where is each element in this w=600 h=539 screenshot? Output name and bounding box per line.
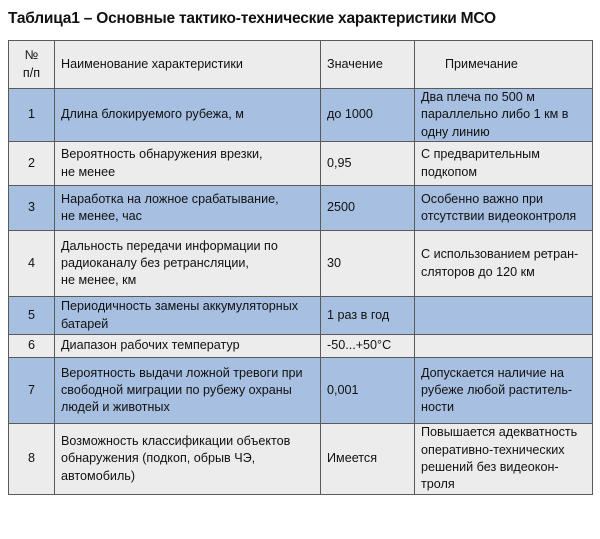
row-num: 6 bbox=[9, 335, 55, 358]
row-name-line: не менее bbox=[61, 164, 116, 179]
table-row bbox=[9, 297, 593, 335]
row-value: 0,001 bbox=[321, 358, 415, 424]
row-name-line: людей и животных bbox=[61, 400, 170, 415]
row-num: 4 bbox=[9, 231, 55, 297]
header-num bbox=[9, 41, 55, 89]
row-name-line: Вероятность выдачи ложной тревоги при bbox=[61, 365, 303, 380]
row-name bbox=[55, 186, 321, 231]
row-note bbox=[415, 335, 593, 358]
row-name-line: Вероятность обнаружения врезки, bbox=[61, 147, 263, 162]
row-name-line: не менее, км bbox=[61, 273, 137, 288]
table-row bbox=[9, 89, 593, 142]
table-row bbox=[9, 186, 593, 231]
row-name-line: радиоканалу без ретрансляции, bbox=[61, 255, 249, 270]
header-value: Значение bbox=[321, 41, 415, 89]
row-note bbox=[415, 186, 593, 231]
row-num: 7 bbox=[9, 358, 55, 424]
header-name: Наименование характеристики bbox=[55, 41, 321, 89]
row-value: 1 раз в год bbox=[321, 297, 415, 335]
row-note-line: Два плеча по 500 м bbox=[421, 90, 535, 104]
row-note-line: Особенно важно при bbox=[421, 191, 544, 206]
row-note-line: сляторов до 120 км bbox=[421, 264, 535, 279]
row-note-line: решений без видеокон- bbox=[421, 459, 559, 474]
row-note bbox=[415, 358, 593, 424]
characteristics-table bbox=[8, 40, 593, 495]
row-num: 8 bbox=[9, 424, 55, 495]
row-value: -50...+50°С bbox=[321, 335, 415, 358]
table-title: Таблица1 – Основные тактико-технические характеристики МСО bbox=[8, 10, 496, 27]
row-name bbox=[55, 142, 321, 186]
row-note bbox=[415, 231, 593, 297]
row-name-line: Диапазон рабочих температур bbox=[61, 338, 240, 353]
row-name bbox=[55, 358, 321, 424]
header-note: Примечание bbox=[415, 41, 593, 89]
row-note bbox=[415, 424, 593, 495]
row-name-line: обнаружения (подкоп, обрыв ЧЭ, bbox=[61, 451, 256, 466]
row-note-line: подкопом bbox=[421, 164, 478, 179]
row-note-line: С использованием ретран- bbox=[421, 247, 579, 262]
row-name-line: батарей bbox=[61, 316, 109, 331]
table-header-row bbox=[9, 41, 593, 89]
row-name-line: Дальность передачи информации по bbox=[61, 238, 278, 253]
row-note bbox=[415, 89, 593, 142]
row-note-line: С предварительным bbox=[421, 147, 540, 162]
row-value: Имеется bbox=[321, 424, 415, 495]
row-value: 0,95 bbox=[321, 142, 415, 186]
table-row bbox=[9, 335, 593, 358]
row-note-line: Допускается наличие на bbox=[421, 365, 564, 380]
row-num: 2 bbox=[9, 142, 55, 186]
row-name bbox=[55, 231, 321, 297]
row-note-line: отсутствии видеоконтроля bbox=[421, 209, 577, 224]
row-note-line: параллельно либо 1 км в bbox=[421, 107, 569, 122]
row-num: 5 bbox=[9, 297, 55, 335]
row-note-line: ности bbox=[421, 400, 455, 415]
row-name bbox=[55, 297, 321, 335]
row-name-line: свободной миграции по рубежу охраны bbox=[61, 382, 292, 397]
row-name-line: Возможность классификации объектов bbox=[61, 433, 291, 448]
row-value: 30 bbox=[321, 231, 415, 297]
row-name-line: не менее, час bbox=[61, 209, 142, 224]
row-note-line: рубеже любой раститель- bbox=[421, 382, 573, 397]
row-note-line: Повышается адекватность bbox=[421, 425, 578, 440]
row-note bbox=[415, 142, 593, 186]
row-note bbox=[415, 297, 593, 335]
header-num-line: № bbox=[24, 48, 39, 63]
row-num: 1 bbox=[9, 89, 55, 142]
row-value: до 1000 bbox=[321, 89, 415, 142]
row-note-line: троля bbox=[421, 477, 455, 492]
row-note-line: одну линию bbox=[421, 124, 490, 139]
row-name-line: автомобиль) bbox=[61, 468, 136, 483]
row-name-line: Периодичность замены аккумуляторных bbox=[61, 299, 299, 314]
row-value: 2500 bbox=[321, 186, 415, 231]
table-row bbox=[9, 142, 593, 186]
row-name-line: Длина блокируемого рубежа, м bbox=[61, 107, 244, 122]
row-name bbox=[55, 424, 321, 495]
table-row bbox=[9, 358, 593, 424]
table-row bbox=[9, 424, 593, 495]
table-row bbox=[9, 231, 593, 297]
row-num: 3 bbox=[9, 186, 55, 231]
header-num-line: п/п bbox=[22, 65, 41, 80]
row-note-line: оперативно-технических bbox=[421, 442, 565, 457]
row-name bbox=[55, 89, 321, 142]
row-name bbox=[55, 335, 321, 358]
row-name-line: Наработка на ложное срабатывание, bbox=[61, 191, 279, 206]
